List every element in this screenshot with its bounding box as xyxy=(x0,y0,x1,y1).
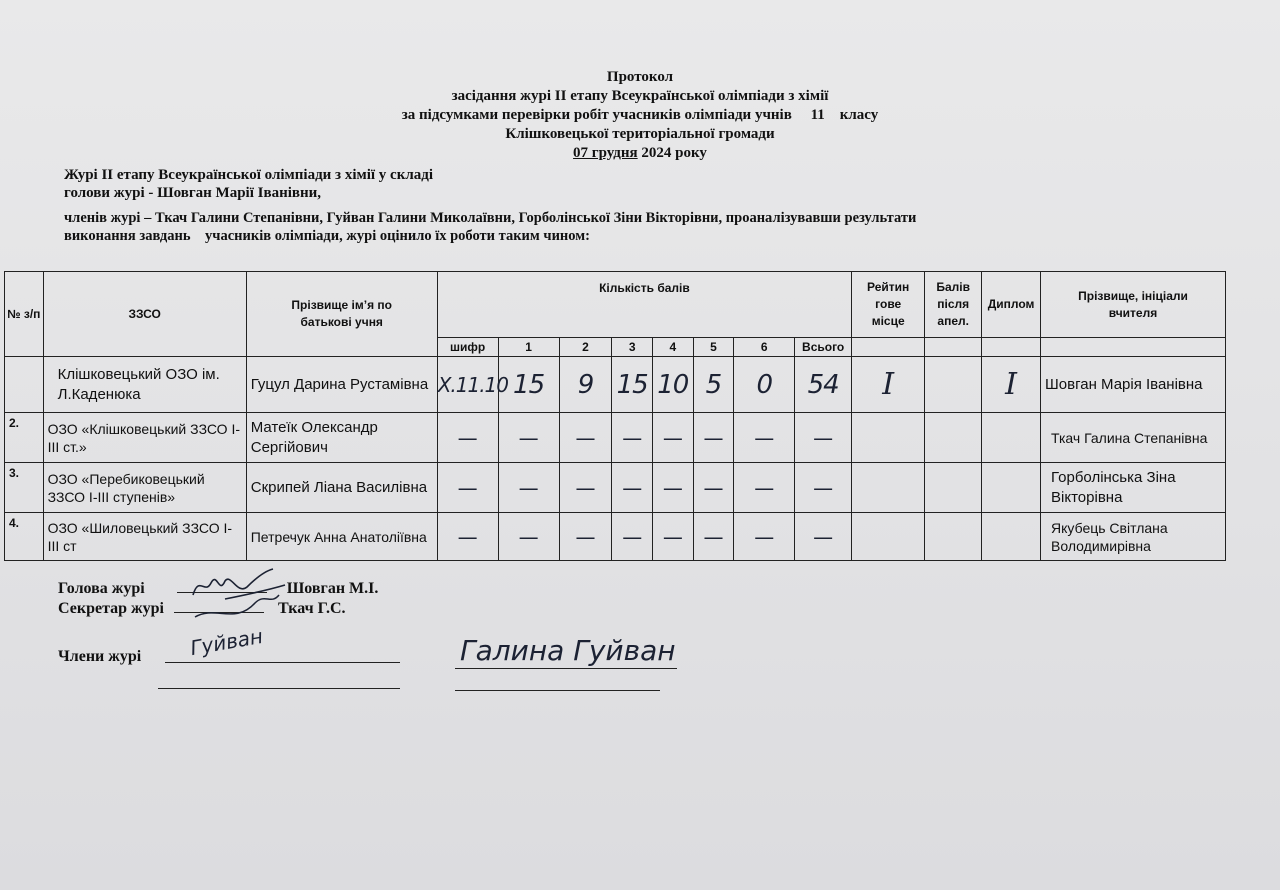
row-school: Клішковецький ОЗО ім. Л.Каденюка xyxy=(43,357,246,413)
jury-intro-line-3: членів журі – Ткач Галини Степанівни, Гуйван Галини Миколаївни, Горболінської Зіни Вікторівни, проаналізувавши результати xyxy=(64,210,917,226)
score-task-6: 0 xyxy=(734,357,795,413)
score-task-5: — xyxy=(693,413,734,463)
row-student: Петречук Анна Анатоліївна xyxy=(246,513,437,561)
member-3-signature-line xyxy=(158,668,400,689)
score-task-5: — xyxy=(693,513,734,561)
row-school: ОЗО «Перебиковецький ЗЗСО І-ІІІ ступенів» xyxy=(43,463,246,513)
member-4-signature-line xyxy=(455,670,660,691)
subheader-empty-teacher xyxy=(1041,338,1226,357)
row-rank xyxy=(852,463,925,513)
protocol-date-day: 07 грудня xyxy=(573,145,638,161)
score-code: — xyxy=(437,413,498,463)
results-table xyxy=(4,271,1226,561)
jury-intro-line-2: голови журі - Шовган Марії Іванівни, xyxy=(64,185,322,201)
subheader-task-4: 4 xyxy=(653,338,694,357)
score-total: — xyxy=(795,463,852,513)
score-task-1: 15 xyxy=(498,357,559,413)
header-teacher: Прізвище, ініціали вчителя xyxy=(1041,272,1226,338)
row-school: ОЗО «Клішковецький ЗЗСО І-ІІІ ст.» xyxy=(43,413,246,463)
member-1-handwritten-signature: Гуйван xyxy=(188,623,265,661)
head-label: Голова журі xyxy=(58,580,145,597)
score-total: — xyxy=(795,513,852,561)
row-num xyxy=(5,357,44,413)
row-rank: I xyxy=(852,357,925,413)
jury-intro xyxy=(64,166,1214,245)
row-diploma xyxy=(982,463,1041,513)
row-rank xyxy=(852,413,925,463)
header-school: ЗЗСО xyxy=(43,272,246,357)
row-teacher: Ткач Галина Степанівна xyxy=(1041,413,1226,463)
score-task-5: — xyxy=(693,463,734,513)
row-student: Матеїк Олександр Сергійович xyxy=(246,413,437,463)
row-teacher: Якубець Світлана Володимирівна xyxy=(1041,513,1226,561)
score-code: — xyxy=(437,463,498,513)
row-teacher: Шовган Марія Іванівна xyxy=(1041,357,1226,413)
subheader-code: шифр xyxy=(437,338,498,357)
header-rank: Рейтин гове місце xyxy=(852,272,925,338)
score-task-3: — xyxy=(612,513,653,561)
row-student: Гуцул Дарина Рустамівна xyxy=(246,357,437,413)
score-task-1: — xyxy=(498,463,559,513)
row-num: 3. xyxy=(5,463,44,513)
protocol-subtitle: засідання журі ІІ етапу Всеукраїнської олімпіади з хімії xyxy=(451,88,829,104)
score-task-2: — xyxy=(559,413,612,463)
score-code: Х.11.10 xyxy=(437,357,498,413)
row-diploma xyxy=(982,513,1041,561)
row-num: 2. xyxy=(5,413,44,463)
subheader-task-2: 2 xyxy=(559,338,612,357)
table-row xyxy=(5,513,1226,561)
protocol-date-year: 2024 року xyxy=(637,145,707,161)
row-after-appeal xyxy=(925,413,982,463)
subheader-task-6: 6 xyxy=(734,338,795,357)
header-num: № з/п xyxy=(5,272,44,357)
score-task-4: 10 xyxy=(653,357,694,413)
score-task-6: — xyxy=(734,463,795,513)
subheader-task-5: 5 xyxy=(693,338,734,357)
score-task-3: — xyxy=(612,463,653,513)
protocol-community: Клішковецької територіальної громади xyxy=(505,126,775,142)
score-task-4: — xyxy=(653,513,694,561)
members-label: Члени журі xyxy=(58,648,142,665)
header-student: Прізвище ім’я по батькові учня xyxy=(246,272,437,357)
score-task-3: 15 xyxy=(612,357,653,413)
member-2-handwritten-signature: Галина Гуйван xyxy=(460,634,676,667)
subheader-empty-appeal xyxy=(925,338,982,357)
row-student: Скрипей Ліана Василівна xyxy=(246,463,437,513)
table-row xyxy=(5,463,1226,513)
score-task-6: — xyxy=(734,413,795,463)
protocol-purpose: за підсумками перевірки робіт учасників олімпіади учнів 11 класу xyxy=(401,107,879,123)
header-points: Кількість балів xyxy=(437,272,851,338)
row-school: ОЗО «Шиловецький ЗЗСО І-ІІІ ст xyxy=(43,513,246,561)
table-row xyxy=(5,413,1226,463)
score-task-4: — xyxy=(653,463,694,513)
jury-intro-line-1: Журі ІІ етапу Всеукраїнської олімпіади з хімії у складі xyxy=(64,167,434,183)
row-after-appeal xyxy=(925,513,982,561)
secretary-label: Секретар журі xyxy=(58,600,164,617)
head-name: Шовган М.І. xyxy=(286,580,379,597)
score-total: 54 xyxy=(795,357,852,413)
table-row xyxy=(5,357,1226,413)
score-total: — xyxy=(795,413,852,463)
score-task-5: 5 xyxy=(693,357,734,413)
subheader-empty-diploma xyxy=(982,338,1041,357)
row-after-appeal xyxy=(925,463,982,513)
score-task-4: — xyxy=(653,413,694,463)
subheader-task-1: 1 xyxy=(498,338,559,357)
score-task-1: — xyxy=(498,413,559,463)
score-task-2: — xyxy=(559,463,612,513)
row-rank xyxy=(852,513,925,561)
protocol-date xyxy=(0,144,1280,163)
score-task-2: — xyxy=(559,513,612,561)
jury-intro-line-4: виконання завдань учасників олімпіади, журі оцінило їх роботи таким чином: xyxy=(64,228,590,244)
row-num: 4. xyxy=(5,513,44,561)
members-signature-row xyxy=(58,648,141,666)
subheader-task-3: 3 xyxy=(612,338,653,357)
subheader-total: Всього xyxy=(795,338,852,357)
score-task-3: — xyxy=(612,413,653,463)
score-task-6: — xyxy=(734,513,795,561)
row-teacher: Горболінська Зіна Вікторівна xyxy=(1041,463,1226,513)
score-task-1: — xyxy=(498,513,559,561)
score-task-2: 9 xyxy=(559,357,612,413)
protocol-title: Протокол xyxy=(606,69,674,85)
subheader-empty-rank xyxy=(852,338,925,357)
header-after-appeal: Балів після апел. xyxy=(925,272,982,338)
row-diploma: I xyxy=(982,357,1041,413)
header-diploma: Диплом xyxy=(982,272,1041,338)
row-diploma xyxy=(982,413,1041,463)
secretary-name: Ткач Г.С. xyxy=(277,600,346,617)
row-after-appeal xyxy=(925,357,982,413)
head-signature-scribble xyxy=(185,565,295,625)
protocol-header xyxy=(0,68,1280,163)
score-code: — xyxy=(437,513,498,561)
